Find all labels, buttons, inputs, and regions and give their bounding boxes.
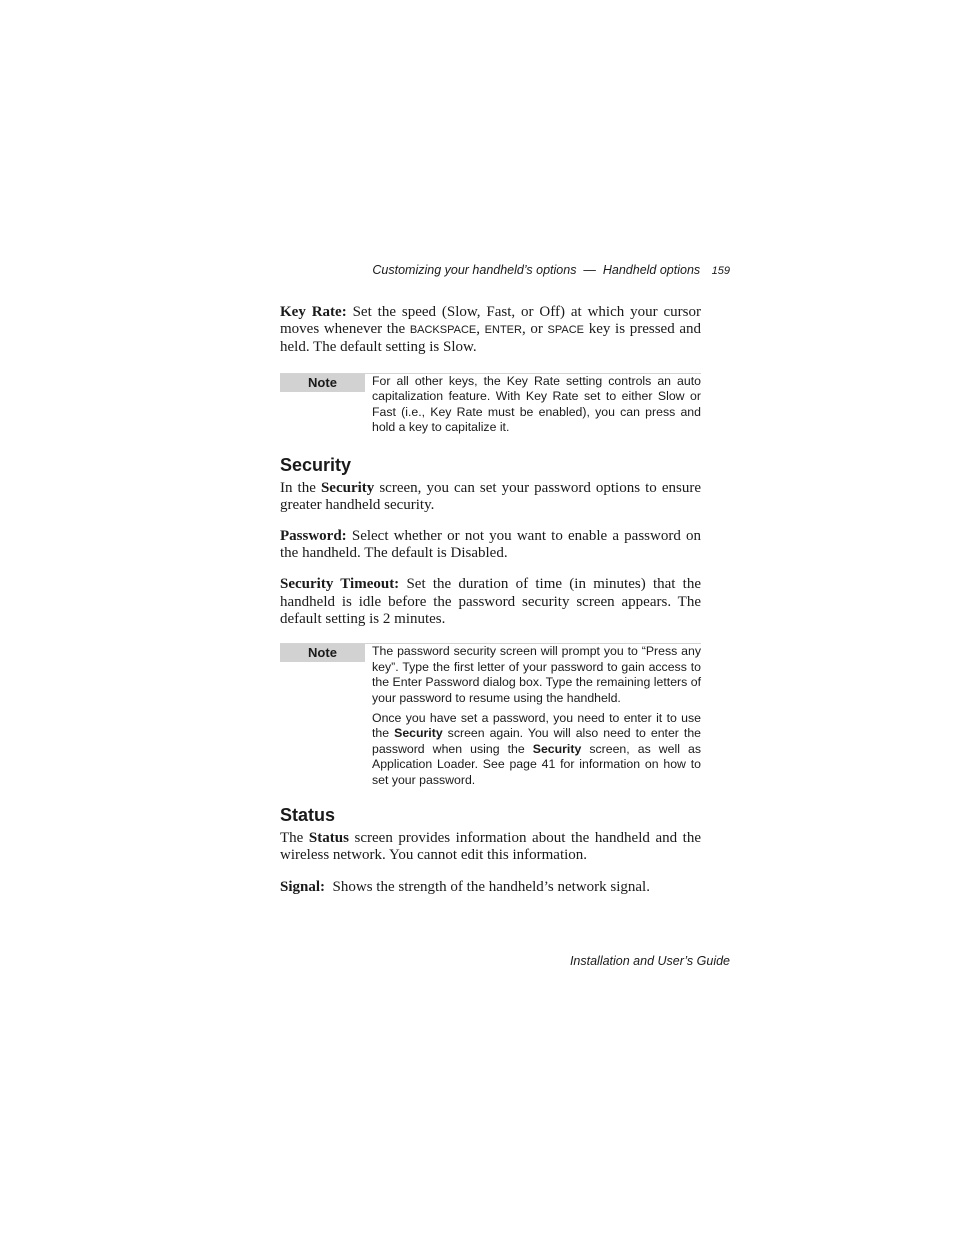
password-label: Password:: [280, 528, 347, 545]
header-chapter: Customizing your handheld’s options: [372, 263, 577, 277]
note-p2-bold-1: Security: [394, 726, 443, 741]
note-paragraph-2: [372, 711, 701, 789]
key-rate-text-2: key is pressed and held. The default setting is Slow.: [280, 321, 702, 356]
note-text: For all other keys, the Key Rate setting controls an auto capitalization feature. With Key Rate set to either Slow or Fast (i.e., Key Rate must be enabled), you can press and hold a key to capitalize it.: [372, 373, 701, 435]
note-body: [365, 644, 701, 788]
running-footer: Installation and User’s Guide: [569, 954, 730, 968]
security-timeout-label: Security Timeout:: [280, 576, 400, 593]
key-rate-text-1: Set the speed (Slow, Fast, or Off) at which your cursor moves whenever the: [280, 304, 701, 338]
password-paragraph: [280, 528, 701, 562]
note-p2-b: screen again. You will also need to enter the password when using the: [372, 726, 702, 756]
note-body: [365, 374, 701, 436]
signal-label: Signal:: [280, 879, 326, 896]
running-header: [280, 263, 730, 277]
security-timeout-paragraph: [280, 576, 701, 628]
key-rate-label: Key Rate:: [280, 304, 347, 320]
security-intro-bold: Security: [320, 479, 375, 496]
password-text: Select whether or not you want to enable a password on the handheld. The default is Disabled.: [280, 528, 701, 562]
status-heading: Status: [280, 805, 336, 826]
status-intro-post: screen provides information about the handheld and the wireless network. You cannot edit this information.: [280, 830, 702, 864]
key-rate-comma: ,: [476, 321, 480, 338]
signal-text: Shows the strength of the handheld’s network signal.: [332, 879, 650, 896]
status-intro-pre: The: [280, 830, 304, 847]
key-space: SPACE: [547, 324, 585, 337]
status-intro: [280, 830, 701, 864]
header-section: Handheld options: [602, 263, 701, 277]
key-enter: ENTER: [484, 324, 522, 337]
security-intro-post: screen, you can set your password options to ensure greater handheld security.: [280, 479, 701, 513]
status-intro-bold: Status: [308, 830, 349, 847]
note-p2-a: Once you have set a password, you need to enter it to use the: [372, 710, 701, 741]
note-key-rate: [280, 373, 701, 436]
note-label: Note: [280, 644, 365, 662]
signal-paragraph: [280, 879, 701, 896]
note-p2-bold-2: Security: [532, 741, 582, 756]
note-password: [280, 643, 701, 788]
page-number: 159: [711, 265, 730, 277]
page-content: [280, 304, 701, 897]
security-intro: [280, 480, 701, 514]
security-intro-pre: In the: [280, 479, 316, 496]
security-timeout-text: Set the duration of time (in minutes) that the handheld is idle before the password security screen appears. The default setting is 2 minutes.: [280, 576, 702, 627]
security-heading: Security: [280, 454, 352, 475]
header-separator: —: [583, 263, 596, 277]
key-rate-paragraph: [280, 304, 701, 357]
note-paragraph-1: The password security screen will prompt you to “Press any key”. Type the first letter of your password to gain access to the Enter Password dialog box. Type the remaining letters of your password to resume using the handheld.: [372, 644, 701, 705]
note-label: Note: [280, 374, 365, 392]
note-p2-c: screen, as well as Application Loader. See page 41 for information on how to set your password.: [372, 741, 701, 787]
key-rate-or: , or: [521, 321, 543, 338]
key-backspace: BACKSPACE: [409, 324, 477, 337]
